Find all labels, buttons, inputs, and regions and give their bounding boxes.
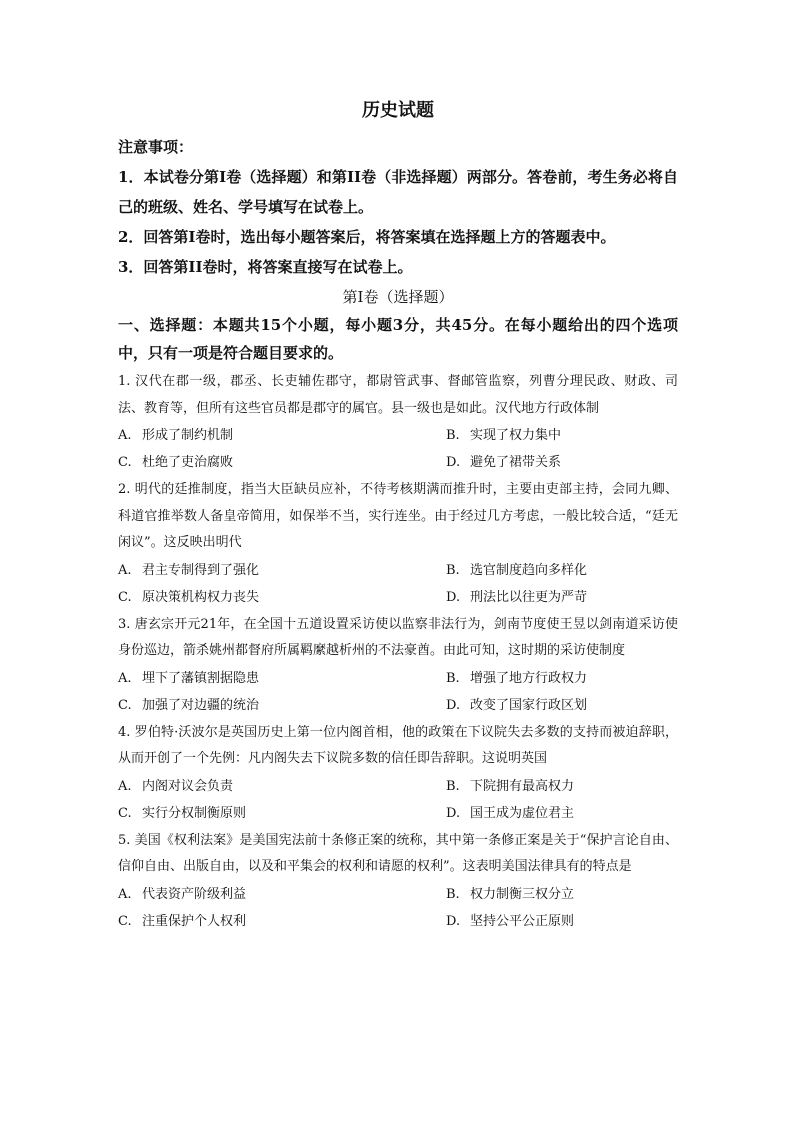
option-d[interactable] (446, 908, 678, 935)
option-text: 权力制衡三权分立 (470, 886, 575, 902)
question-stem: 4. 罗伯特·沃波尔是英国历史上第一位内阁首相，他的政策在下议院失去多数的支持而被迫辞职，从而开创了一个先例：凡内阁失去下议院多数的信任即告辞职。这说明英国 (118, 724, 678, 766)
option-letter: B. (446, 778, 460, 794)
option-text: 改变了国家行政区划 (470, 697, 588, 713)
option-letter: C. (118, 697, 132, 713)
option-d[interactable] (446, 800, 678, 827)
option-b[interactable] (446, 665, 678, 692)
option-letter: D. (446, 913, 461, 929)
question-stem: 2. 明代的廷推制度，指当大臣缺员应补，不待考核期满而推升时，主要由吏部主持，会同九卿、科道官推举数人备皇帝简用，如保举不当，实行连坐。由于经过几方考虑，一般比较合适，“廷无闲议”。这反映出明代 (118, 482, 678, 550)
option-grid (118, 422, 678, 476)
option-d[interactable] (446, 692, 678, 719)
option-letter: B. (446, 670, 460, 686)
question-4 (118, 720, 678, 827)
notice-section (118, 132, 678, 282)
option-letter: B. (446, 562, 460, 578)
option-letter: D. (446, 697, 461, 713)
option-c[interactable] (118, 800, 446, 827)
option-text: 加强了对边疆的统治 (142, 697, 260, 713)
option-grid (118, 881, 678, 935)
option-text: 选官制度趋向多样化 (470, 562, 588, 578)
question-3 (118, 612, 678, 719)
part-title: 第Ⅰ卷（选择题） (342, 288, 454, 306)
notice-item-3: 3．回答第II卷时，将答案直接写在试卷上。 (118, 258, 413, 276)
notice-item-1: 1．本试卷分第Ⅰ卷（选择题）和第II卷（非选择题）两部分。答卷前，考生务必将自己的班级、姓名、学号填写在试卷上。 (118, 168, 678, 216)
option-letter: D. (446, 455, 461, 470)
option-letter: A. (118, 670, 132, 686)
option-text: 刑法比以往更为严苛 (470, 589, 588, 605)
option-letter: A. (118, 562, 132, 578)
option-b[interactable] (446, 773, 678, 800)
option-text: 原决策机构权力丧失 (142, 589, 260, 605)
option-letter: A. (118, 886, 132, 902)
option-c[interactable] (118, 692, 446, 719)
page-title: 历史试题 (362, 100, 434, 121)
option-text: 代表资产阶级利益 (142, 886, 247, 902)
section-heading: 一、选择题：本题共15个小题，每小题3分，共45分。在每小题给出的四个选项中，只有一项是符合题目要求的。 (118, 316, 678, 362)
option-letter: B. (446, 428, 460, 443)
option-letter: C. (118, 805, 132, 821)
question-stem: 3. 唐玄宗开元21年，在全国十五道设置采访使以监察非法行为，剑南节度使王昱以剑南道采访使身份巡边，箭杀姚州都督府所属羁縻越析州的不法豪酋。由此可知，这时期的采访使制度 (118, 616, 678, 658)
question-stem: 5. 美国《权利法案》是美国宪法前十条修正案的统称，其中第一条修正案是关于“保护言论自由、信仰自由、出版自由，以及和平集会的权利和请愿的权利”。这表明美国法律具有的特点是 (118, 832, 678, 874)
option-text: 实现了权力集中 (470, 428, 562, 443)
option-grid (118, 665, 678, 719)
question-5 (118, 828, 678, 935)
question-2 (118, 477, 678, 611)
option-text: 国王成为虚位君主 (470, 805, 575, 821)
option-text: 杜绝了吏治腐败 (142, 455, 234, 470)
option-text: 内阁对议会负责 (142, 778, 234, 794)
option-letter: C. (118, 589, 132, 605)
option-letter: D. (446, 589, 461, 605)
option-a[interactable] (118, 665, 446, 692)
question-stem: 1. 汉代在郡一级，郡丞、长吏辅佐郡守，都尉管武事、督邮管监察，列曹分理民政、财政、司法、教育等，但所有这些官员都是郡守的属官。县一级也是如此。汉代地方行政体制 (118, 374, 678, 416)
option-text: 实行分权制衡原则 (142, 805, 247, 821)
option-c[interactable] (118, 584, 446, 611)
option-b[interactable] (446, 422, 678, 449)
option-letter: A. (118, 428, 132, 443)
option-text: 下院拥有最高权力 (470, 778, 575, 794)
question-1 (118, 369, 678, 476)
option-text: 避免了裙带关系 (470, 455, 562, 470)
option-text: 注重保护个人权利 (142, 913, 247, 929)
option-grid (118, 773, 678, 827)
option-text: 坚持公平公正原则 (470, 913, 575, 929)
option-b[interactable] (446, 557, 678, 584)
option-letter: B. (446, 886, 460, 902)
option-a[interactable] (118, 881, 446, 908)
option-text: 增强了地方行政权力 (470, 670, 588, 686)
option-text: 君主专制得到了强化 (142, 562, 260, 578)
option-c[interactable] (118, 449, 446, 476)
option-a[interactable] (118, 422, 446, 449)
option-c[interactable] (118, 908, 446, 935)
exam-page (118, 96, 678, 935)
option-text: 埋下了藩镇割据隐患 (142, 670, 260, 686)
option-a[interactable] (118, 773, 446, 800)
option-letter: C. (118, 455, 132, 470)
option-letter: C. (118, 913, 132, 929)
option-d[interactable] (446, 584, 678, 611)
notice-heading: 注意事项： (118, 138, 194, 156)
option-text: 形成了制约机制 (142, 428, 234, 443)
notice-item-2: 2．回答第Ⅰ卷时，选出每小题答案后，将答案填在选择题上方的答题表中。 (118, 228, 616, 246)
option-letter: D. (446, 805, 461, 821)
option-d[interactable] (446, 449, 678, 476)
option-a[interactable] (118, 557, 446, 584)
option-grid (118, 557, 678, 611)
option-letter: A. (118, 778, 132, 794)
option-b[interactable] (446, 881, 678, 908)
